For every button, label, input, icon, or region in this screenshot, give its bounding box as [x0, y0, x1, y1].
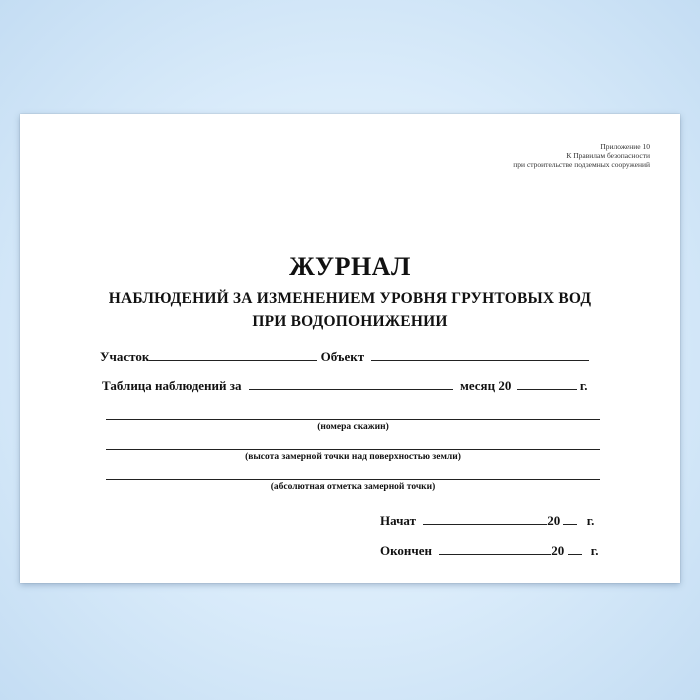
- finished-year: 20: [551, 543, 565, 558]
- section-label: Участок: [100, 349, 150, 364]
- absolute-line: [106, 479, 600, 480]
- finished-year-suffix: г.: [590, 543, 599, 558]
- height-caption: (высота замерной точки над поверхностью земли): [245, 452, 461, 462]
- appendix-line-2: К Правилам безопасности: [566, 151, 650, 160]
- finished-date-blank: [439, 542, 551, 555]
- finished-row: [380, 542, 598, 559]
- month-year-blank: [517, 377, 577, 390]
- finished-label: Окончен: [380, 543, 433, 558]
- journal-cover-sheet: [20, 114, 680, 583]
- started-year-suffix: г.: [586, 513, 595, 528]
- started-year-blank: [563, 512, 577, 525]
- appendix-line-1: Приложение 10: [600, 142, 650, 151]
- journal-subtitle-line-1: НАБЛЮДЕНИЙ ЗА ИЗМЕНЕНИЕМ УРОВНЯ ГРУНТОВЫХ ВОД: [108, 290, 592, 307]
- absolute-caption: (абсолютная отметка замерной точки): [270, 482, 436, 492]
- section-blank: [149, 348, 317, 361]
- started-year: 20: [547, 513, 561, 528]
- table-period-blank: [249, 377, 453, 390]
- started-label: Начат: [380, 513, 416, 528]
- month-label: месяц 20: [460, 378, 512, 393]
- started-row: [380, 512, 594, 529]
- journal-title: ЖУРНАЛ: [289, 252, 411, 281]
- observation-table-row: [102, 377, 588, 394]
- started-date-blank: [423, 512, 547, 525]
- journal-subtitle-line-2: ПРИ ВОДОПОНИЖЕНИИ: [252, 313, 448, 330]
- appendix-note: [513, 142, 650, 169]
- wells-line: [106, 419, 600, 420]
- table-label: Таблица наблюдений за: [102, 378, 242, 393]
- finished-year-blank: [568, 542, 582, 555]
- section-object-row: [100, 348, 589, 365]
- month-year-suffix: г.: [579, 378, 588, 393]
- appendix-line-3: при строительстве подземных сооружений: [513, 160, 650, 169]
- object-label: Объект: [320, 349, 365, 364]
- object-blank: [371, 348, 589, 361]
- height-line: [106, 449, 600, 450]
- wells-caption: (номера скажин): [317, 422, 389, 432]
